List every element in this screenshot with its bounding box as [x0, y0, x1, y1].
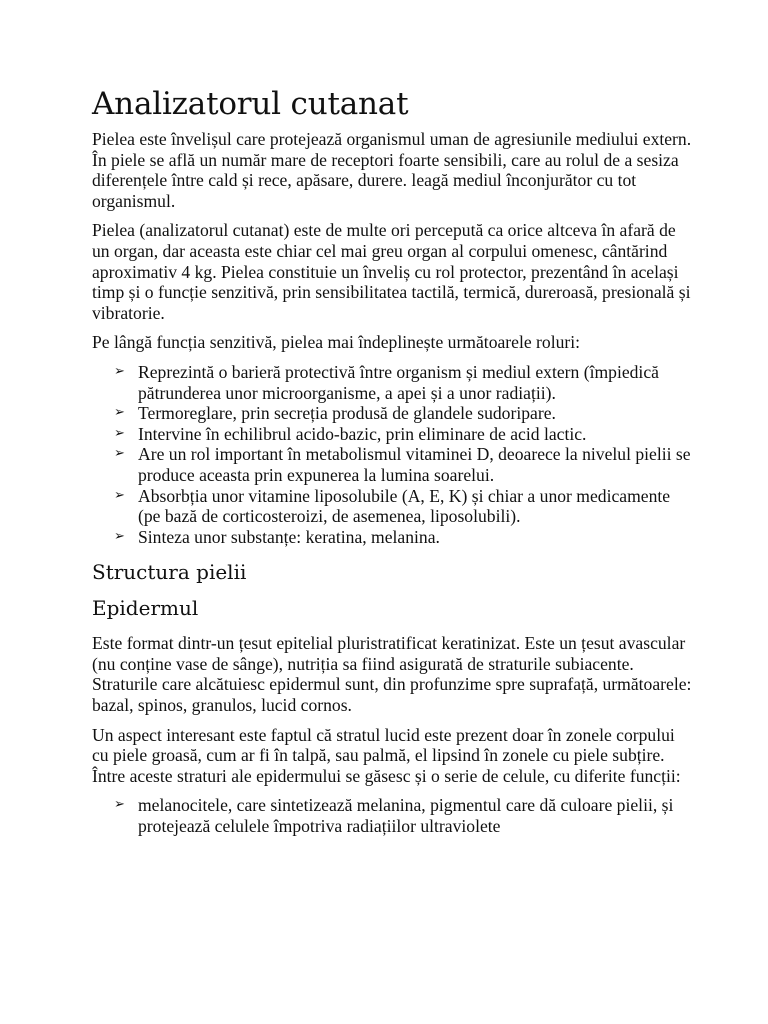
list-item: ➢ Are un rol important în metabolismul vitaminei D, deoarece la nivelul pielii se produce aceasta prin expunerea la lumina soarelui.	[114, 444, 691, 485]
arrow-bullet-icon: ➢	[114, 425, 125, 441]
list-item: ➢ Termoreglare, prin secreția produsă de glandele sudoripare.	[114, 403, 556, 424]
page-title: Analizatorul cutanat	[92, 86, 409, 122]
arrow-bullet-icon: ➢	[114, 363, 125, 379]
intro-paragraph-3: Pe lângă funcția senzitivă, pielea mai îndeplinește următoarele roluri:	[92, 332, 581, 353]
document-page	[92, 84, 692, 849]
arrow-bullet-icon: ➢	[114, 528, 125, 544]
list-item: ➢ Reprezintă o barieră protectivă între organism și mediul extern (împiedică pătrunderea unor microorganisme, a apei și a unor radiații).	[114, 361, 659, 403]
subsection-heading: Epidermul	[92, 596, 199, 621]
roles-list	[92, 362, 692, 547]
list-item: ➢ Absorbția unor vitamine liposolubile (A, E, K) și chiar a unor medicamente (pe bază de corticosteroizi, de asemenea, liposolubili).	[114, 485, 671, 527]
section-heading: Structura pielii	[92, 560, 247, 585]
intro-paragraph-1: Pielea este învelișul care protejează organismul uman de agresiunile mediului extern. În piele se află un număr mare de receptori foarte sensibili, care au rolul de a sesiza diferențele între cald și rece, apăsare, durere. leagă mediul înconjurător cu tot organismul.	[92, 129, 692, 211]
cells-list	[92, 795, 692, 836]
epidermis-paragraph-2: Un aspect interesant este faptul că stratul lucid este prezent doar în zonele corpului cu piele groasă, cum ar fi în talpă, sau palmă, el lipsind în zonele cu piele subțire. Între aceste straturi ale epidermului se găsesc și o serie de celule, cu diferite funcții:	[92, 724, 681, 786]
arrow-bullet-icon: ➢	[114, 405, 125, 421]
arrow-bullet-icon: ➢	[114, 797, 125, 813]
list-item: ➢ melanocitele, care sintetizează melanina, pigmentul care dă culoare pielii, și protejează celulele împotriva radiațiilor ultraviolete	[114, 795, 674, 837]
intro-paragraph-2: Pielea (analizatorul cutanat) este de multe ori percepută ca orice altceva în afară de un organ, dar aceasta este chiar cel mai greu organ al corpului omenesc, cântărind aproximativ 4 kg. Pielea constituie un înveliș cu rol protector, prezentând în același timp și o funcție senzitivă, prin sensibilitatea tactilă, termică, dureroasă, presională și vibratorie.	[92, 220, 691, 323]
epidermis-paragraph-1: Este format dintr-un țesut epitelial pluristratificat keratinizat. Este un țesut avascular (nu conține vase de sânge), nutriția sa fiind asigurată de straturile subiacente. Straturile care alcătuiesc epidermul sunt, din profunzime spre suprafață, următoarele: bazal, spinos, granulos, lucid cornos.	[92, 633, 692, 716]
list-item: ➢ Intervine în echilibrul acido-bazic, prin eliminare de acid lactic.	[114, 423, 587, 444]
arrow-bullet-icon: ➢	[114, 446, 125, 462]
list-item: ➢ Sinteza unor substanțe: keratina, melanina.	[114, 526, 440, 547]
arrow-bullet-icon: ➢	[114, 487, 125, 503]
